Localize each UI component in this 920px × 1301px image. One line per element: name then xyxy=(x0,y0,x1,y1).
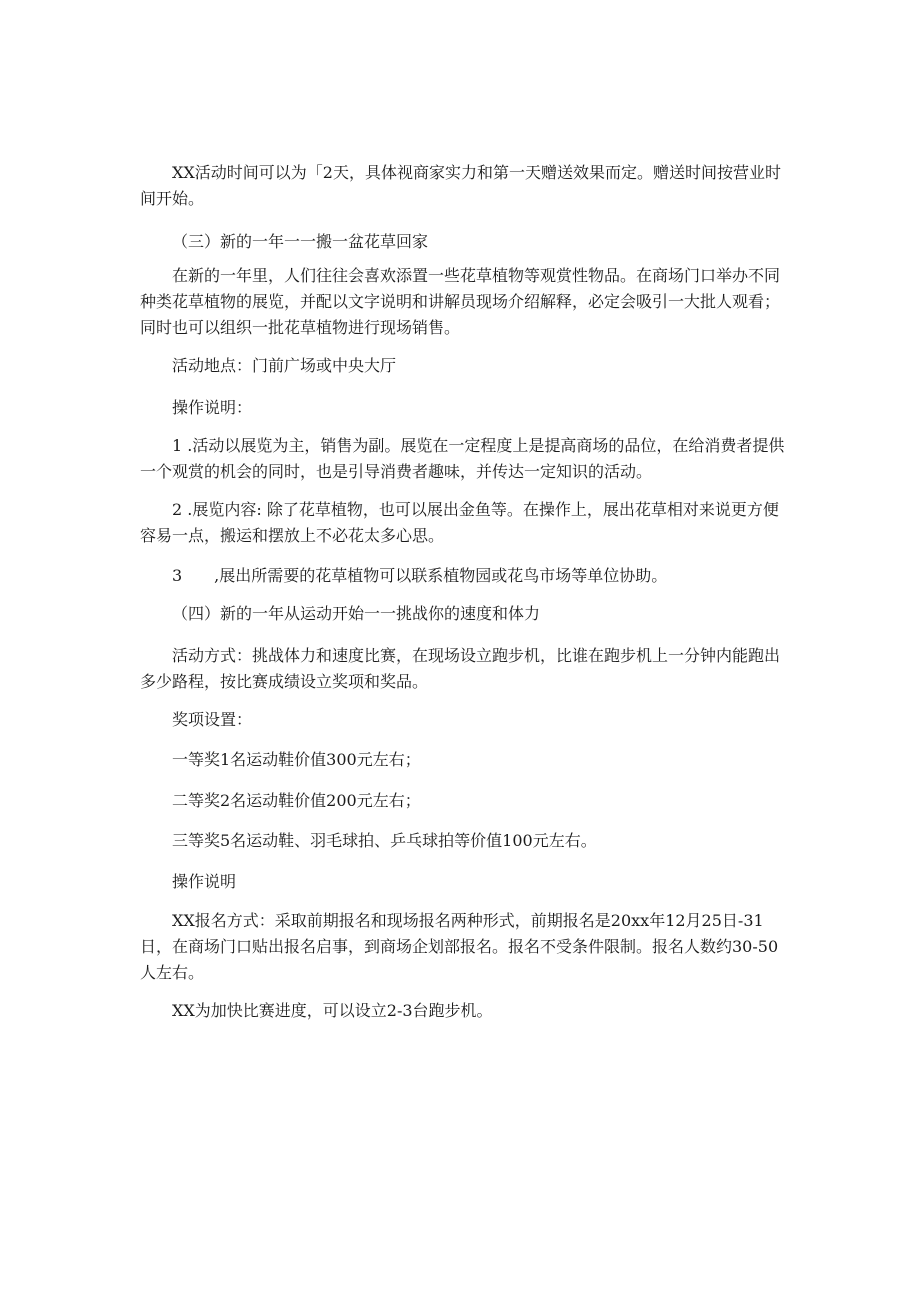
paragraph-operation-heading: 操作说明： xyxy=(172,398,253,417)
list-item-1: 1 .活动以展览为主，销售为副。展览在一定程度上是提高商场的品位，在给消费者提供一个观赏的机会的同时，也是引导消费者趣味，并传达一定知识的活动。 xyxy=(140,436,785,481)
paragraph-prize-heading: 奖项设置： xyxy=(172,710,253,729)
section-heading-4: （四）新的一年从运动开始一一挑战你的速度和体力 xyxy=(172,604,541,623)
paragraph-activity-method: 活动方式：挑战体力和速度比赛，在现场设立跑步机，比谁在跑步机上一分钟内能跑出多少路程，按比赛成绩设立奖项和奖品。 xyxy=(140,646,781,691)
paragraph-activity-duration: XX活动时间可以为「2天，具体视商家实力和第一天赠送效果而定。赠送时间按营业时间开始。 xyxy=(140,163,781,208)
list-item-2: 2 .展览内容: 除了花草植物，也可以展出金鱼等。在操作上，展出花草相对来说更方便容易一点，搬运和摆放上不必花太多心思。 xyxy=(140,500,779,545)
paragraph-activity-location: 活动地点：门前广场或中央大厅 xyxy=(172,356,397,375)
list-item-3: 3 ,展出所需要的花草植物可以联系植物园或花鸟市场等单位协助。 xyxy=(172,566,668,585)
paragraph-treadmill: XX为加快比赛进度，可以设立2-3台跑步机。 xyxy=(172,1001,493,1020)
paragraph-flower-intro: 在新的一年里，人们往往会喜欢添置一些花草植物等观赏性物品。在商场门口举办不同种类花草植物的展览，并配以文字说明和讲解员现场介绍解释，必定会吸引一大批人观看；同时也可以组织一批花草植物进行现场销售。 xyxy=(140,266,781,337)
section-heading-3: （三）新的一年一一搬一盆花草回家 xyxy=(172,232,429,251)
prize-first: 一等奖1名运动鞋价值300元左右； xyxy=(172,750,421,769)
paragraph-registration: XX报名方式：采取前期报名和现场报名两种形式，前期报名是20xx年12月25日-31日，在商场门口贴出报名启事，到商场企划部报名。报名不受条件限制。报名人数约30-50人左右。 xyxy=(140,911,779,982)
prize-third: 三等奖5名运动鞋、羽毛球拍、乒乓球拍等价值100元左右。 xyxy=(172,831,597,850)
prize-second: 二等奖2名运动鞋价值200元左右； xyxy=(172,791,421,810)
paragraph-operation-heading-2: 操作说明 xyxy=(172,872,237,891)
